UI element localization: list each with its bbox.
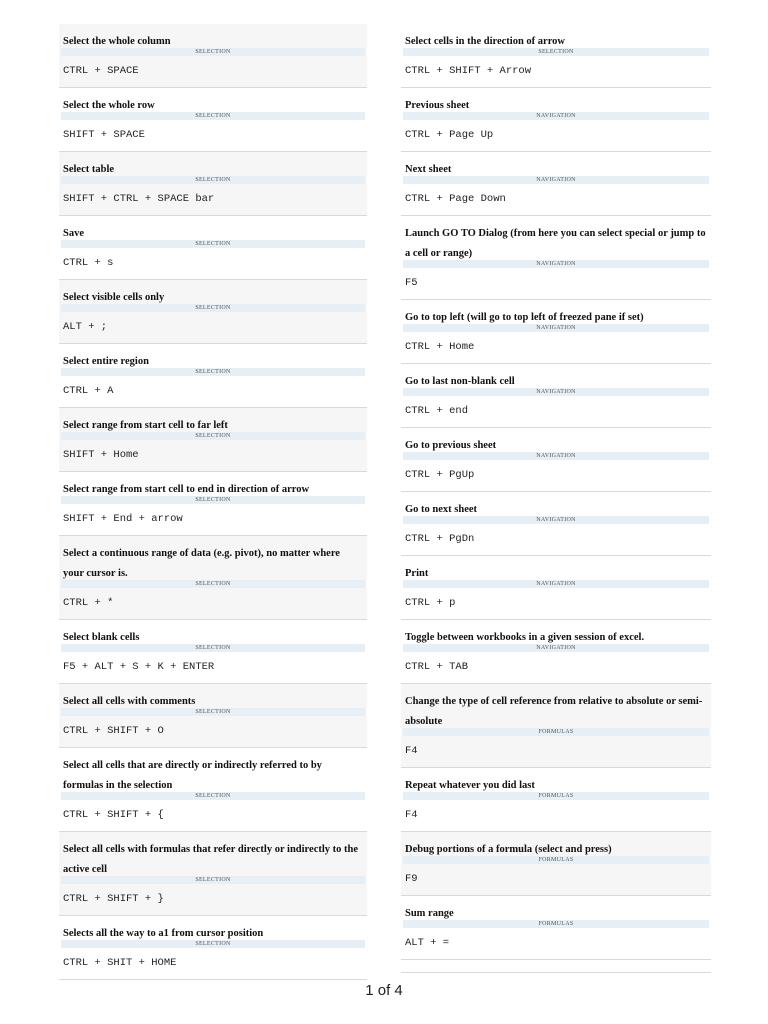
category-label: FORMULAS [403, 920, 709, 928]
shortcut-title: Toggle between workbooks in a given session of excel. [405, 632, 645, 643]
shortcut-title: Go to next sheet [405, 504, 478, 515]
category-label: SELECTION [61, 792, 365, 800]
category-label: NAVIGATION [403, 452, 709, 460]
shortcut-keys: F9 [405, 873, 418, 885]
shortcut-entry [401, 620, 711, 684]
shortcut-title: Select all cells that are directly or indirectly referred to by formulas in the selection [63, 760, 322, 791]
category-label: NAVIGATION [403, 112, 709, 120]
category-label: NAVIGATION [403, 580, 709, 588]
category-label: FORMULAS [403, 856, 709, 864]
shortcut-title: Debug portions of a formula (select and press) [405, 844, 612, 855]
shortcut-title: Previous sheet [405, 100, 470, 111]
shortcut-entry [59, 152, 367, 216]
shortcut-keys: SHIFT + CTRL + SPACE bar [63, 193, 215, 205]
shortcut-keys: ALT + = [405, 937, 450, 949]
footer-divider [401, 972, 711, 973]
category-label: SELECTION [61, 368, 365, 376]
shortcut-entry [401, 216, 711, 300]
category-label: NAVIGATION [403, 388, 709, 396]
shortcut-title: Go to top left (will go to top left of freezed pane if set) [405, 312, 644, 323]
shortcut-title: Print [405, 568, 429, 579]
shortcut-entry [401, 300, 711, 364]
category-label: NAVIGATION [403, 644, 709, 652]
shortcut-title: Selects all the way to a1 from cursor position [63, 928, 264, 939]
shortcut-keys: CTRL + PgDn [405, 533, 475, 545]
category-label: FORMULAS [403, 728, 709, 736]
shortcut-keys: F5 [405, 277, 418, 289]
shortcut-entry [59, 620, 367, 684]
category-label: NAVIGATION [403, 176, 709, 184]
shortcut-keys: CTRL + s [63, 257, 114, 269]
category-label: SELECTION [61, 432, 365, 440]
shortcut-entry [59, 408, 367, 472]
shortcut-entry [59, 684, 367, 748]
shortcut-title: Select table [63, 164, 115, 175]
shortcut-title: Select entire region [63, 356, 149, 367]
shortcut-keys: CTRL + SPACE [63, 65, 139, 77]
shortcut-title: Select visible cells only [63, 292, 165, 303]
shortcut-entry [59, 748, 367, 832]
shortcut-entry [59, 916, 367, 980]
shortcut-keys: CTRL + PgUp [405, 469, 475, 481]
shortcut-keys: CTRL + Page Up [405, 129, 494, 141]
shortcut-title: Select cells in the direction of arrow [405, 36, 565, 47]
shortcut-keys: CTRL + Page Down [405, 193, 506, 205]
shortcut-keys: ALT + ; [63, 321, 108, 333]
shortcut-title: Select the whole column [63, 36, 171, 47]
shortcut-entry [401, 492, 711, 556]
shortcut-entry [59, 88, 367, 152]
shortcut-keys: CTRL + * [63, 597, 114, 609]
shortcut-entry [59, 280, 367, 344]
shortcut-entry [59, 536, 367, 620]
shortcut-title: Select blank cells [63, 632, 140, 643]
shortcut-title: Launch GO TO Dialog (from here you can select special or jump to a cell or range) [405, 228, 706, 259]
shortcut-entry [401, 684, 711, 768]
shortcut-keys: CTRL + p [405, 597, 456, 609]
shortcut-entry [401, 88, 711, 152]
category-label: SELECTION [61, 940, 365, 948]
shortcut-title: Go to previous sheet [405, 440, 497, 451]
category-label: SELECTION [61, 240, 365, 248]
shortcut-keys: CTRL + SHIFT + Arrow [405, 65, 532, 77]
category-label: SELECTION [61, 496, 365, 504]
category-label: NAVIGATION [403, 260, 709, 268]
shortcut-keys: F4 [405, 745, 418, 757]
category-label: SELECTION [61, 876, 365, 884]
shortcut-entry [401, 364, 711, 428]
category-label: FORMULAS [403, 792, 709, 800]
category-label: SELECTION [61, 176, 365, 184]
shortcut-keys: CTRL + Home [405, 341, 475, 353]
shortcut-title: Change the type of cell reference from relative to absolute or semi-absolute [405, 696, 703, 727]
category-label: SELECTION [61, 304, 365, 312]
shortcut-entry [401, 832, 711, 896]
shortcut-title: Sum range [405, 908, 454, 919]
shortcut-title: Select range from start cell to far left [63, 420, 228, 431]
shortcut-entry [401, 556, 711, 620]
shortcut-entry [59, 832, 367, 916]
shortcut-title: Select range from start cell to end in direction of arrow [63, 484, 310, 495]
shortcut-entry [401, 768, 711, 832]
shortcut-title: Go to last non-blank cell [405, 376, 515, 387]
shortcut-entry [59, 472, 367, 536]
shortcut-title: Repeat whatever you did last [405, 780, 535, 791]
shortcut-keys: SHIFT + End + arrow [63, 513, 183, 525]
shortcut-keys: CTRL + TAB [405, 661, 469, 673]
shortcut-title: Select a continuous range of data (e.g. pivot), no matter where your cursor is. [63, 548, 340, 579]
category-label: SELECTION [61, 708, 365, 716]
page-number: 1 of 4 [365, 982, 403, 999]
shortcut-column-right [401, 24, 711, 960]
shortcut-keys: CTRL + SHIFT + { [63, 809, 164, 821]
shortcut-title: Next sheet [405, 164, 452, 175]
shortcut-keys: CTRL + A [63, 385, 114, 397]
shortcut-entry [59, 344, 367, 408]
shortcut-entry [401, 152, 711, 216]
category-label: SELECTION [403, 48, 709, 56]
shortcut-keys: CTRL + end [405, 405, 469, 417]
category-label: SELECTION [61, 580, 365, 588]
shortcut-column-left [59, 24, 367, 980]
category-label: SELECTION [61, 644, 365, 652]
category-label: SELECTION [61, 48, 365, 56]
shortcut-title: Select the whole row [63, 100, 155, 111]
category-label: NAVIGATION [403, 516, 709, 524]
shortcut-entry [59, 216, 367, 280]
shortcut-title: Select all cells with formulas that refer directly or indirectly to the active cell [63, 844, 359, 875]
shortcut-title: Select all cells with comments [63, 696, 196, 707]
shortcut-keys: CTRL + SHIT + HOME [63, 957, 177, 969]
shortcut-entry [401, 428, 711, 492]
shortcut-entry [401, 24, 711, 88]
shortcut-keys: F5 + ALT + S + K + ENTER [63, 661, 215, 673]
shortcut-keys: SHIFT + SPACE [63, 129, 145, 141]
shortcut-entry [59, 24, 367, 88]
shortcut-keys: CTRL + SHIFT + } [63, 893, 164, 905]
shortcut-keys: F4 [405, 809, 418, 821]
shortcut-title: Save [63, 228, 84, 239]
category-label: SELECTION [61, 112, 365, 120]
shortcut-entry [401, 896, 711, 960]
shortcut-keys: SHIFT + Home [63, 449, 139, 461]
category-label: NAVIGATION [403, 324, 709, 332]
shortcut-keys: CTRL + SHIFT + O [63, 725, 164, 737]
